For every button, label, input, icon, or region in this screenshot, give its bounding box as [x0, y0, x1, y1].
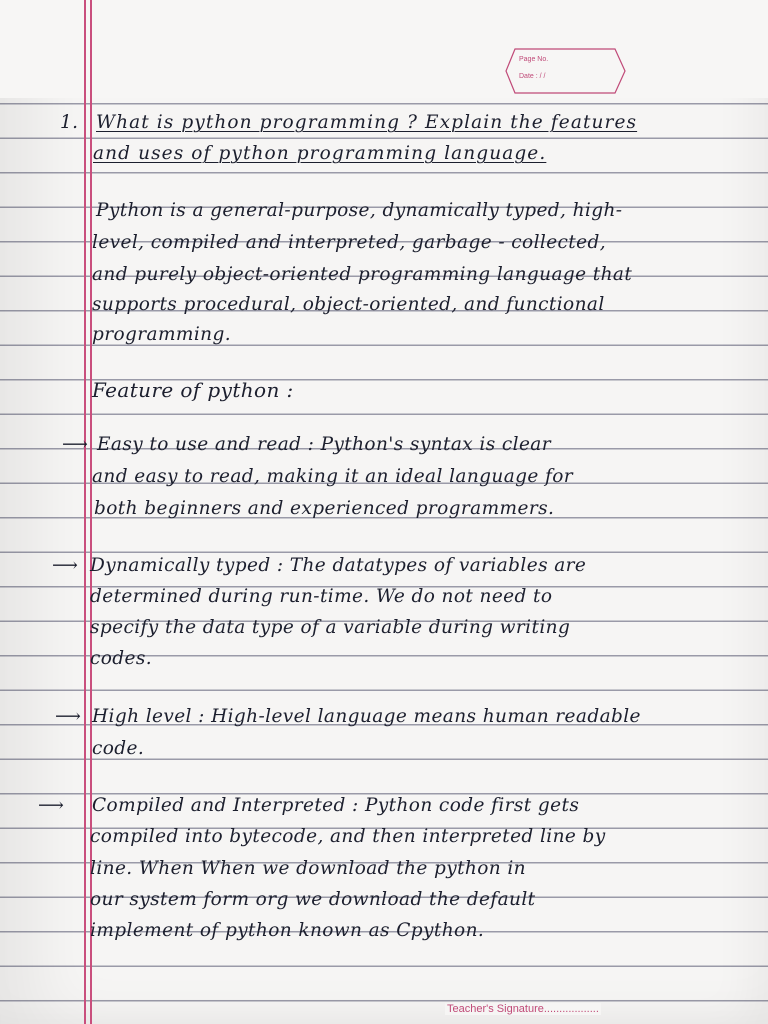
feature-2-line-1: Dynamically typed : The datatypes of variables are	[90, 555, 587, 576]
feature-1-line-2: and easy to read, making it an ideal language for	[92, 466, 574, 487]
definition-line-3: and purely object-oriented programming language that	[92, 264, 633, 285]
question-line-2	[93, 143, 546, 164]
teacher-signature-label: Teacher's Signature..................	[447, 1003, 599, 1015]
feature-4-line-1: Compiled and Interpreted : Python code first gets	[92, 795, 580, 816]
feature-1-line-3: both beginners and experienced programmers.	[94, 498, 555, 519]
feature-2-line-4: codes.	[90, 648, 153, 669]
page-date-box	[505, 48, 625, 92]
question-line-2-text: and uses of python programming language.	[93, 143, 547, 164]
question-line-1-text: What is python programming ? Explain the features	[96, 112, 638, 133]
feature-4-line-3: line. When When we download the python in	[90, 858, 526, 879]
page-no-label: Page No.	[519, 56, 549, 63]
question-line-1	[96, 112, 637, 133]
definition-line-5: programming.	[92, 324, 231, 345]
arrow-icon: ⟶	[55, 706, 81, 727]
arrow-icon: ⟶	[38, 795, 64, 816]
feature-1-line-1: Easy to use and read : Python's syntax is clear	[97, 434, 551, 455]
page-box-outline	[505, 48, 627, 94]
definition-line-1: Python is a general-purpose, dynamically typed, high-	[96, 200, 623, 221]
page-header-area	[0, 0, 768, 98]
feature-2-line-3: specify the data type of a variable during writing	[90, 617, 571, 638]
arrow-icon: ⟶	[52, 555, 78, 576]
feature-3-line-1: High level : High-level language means human readable	[92, 706, 641, 727]
feature-4-line-4: our system form org we download the default	[90, 889, 536, 910]
definition-line-4: supports procedural, object-oriented, and functional	[92, 294, 605, 315]
feature-4-line-5: implement of python known as Cpython.	[90, 920, 485, 941]
date-label: Date : / /	[519, 73, 546, 80]
margin-line-left	[84, 0, 86, 1024]
definition-line-2: level, compiled and interpreted, garbage - collected,	[92, 232, 607, 253]
arrow-icon: ⟶	[62, 434, 88, 455]
question-number: 1.	[60, 112, 79, 133]
feature-4-line-2: compiled into bytecode, and then interpreted line by	[90, 826, 606, 847]
features-heading: Feature of python :	[92, 378, 294, 402]
feature-2-line-2: determined during run-time. We do not need to	[90, 586, 553, 607]
feature-3-line-2: code.	[92, 738, 145, 759]
